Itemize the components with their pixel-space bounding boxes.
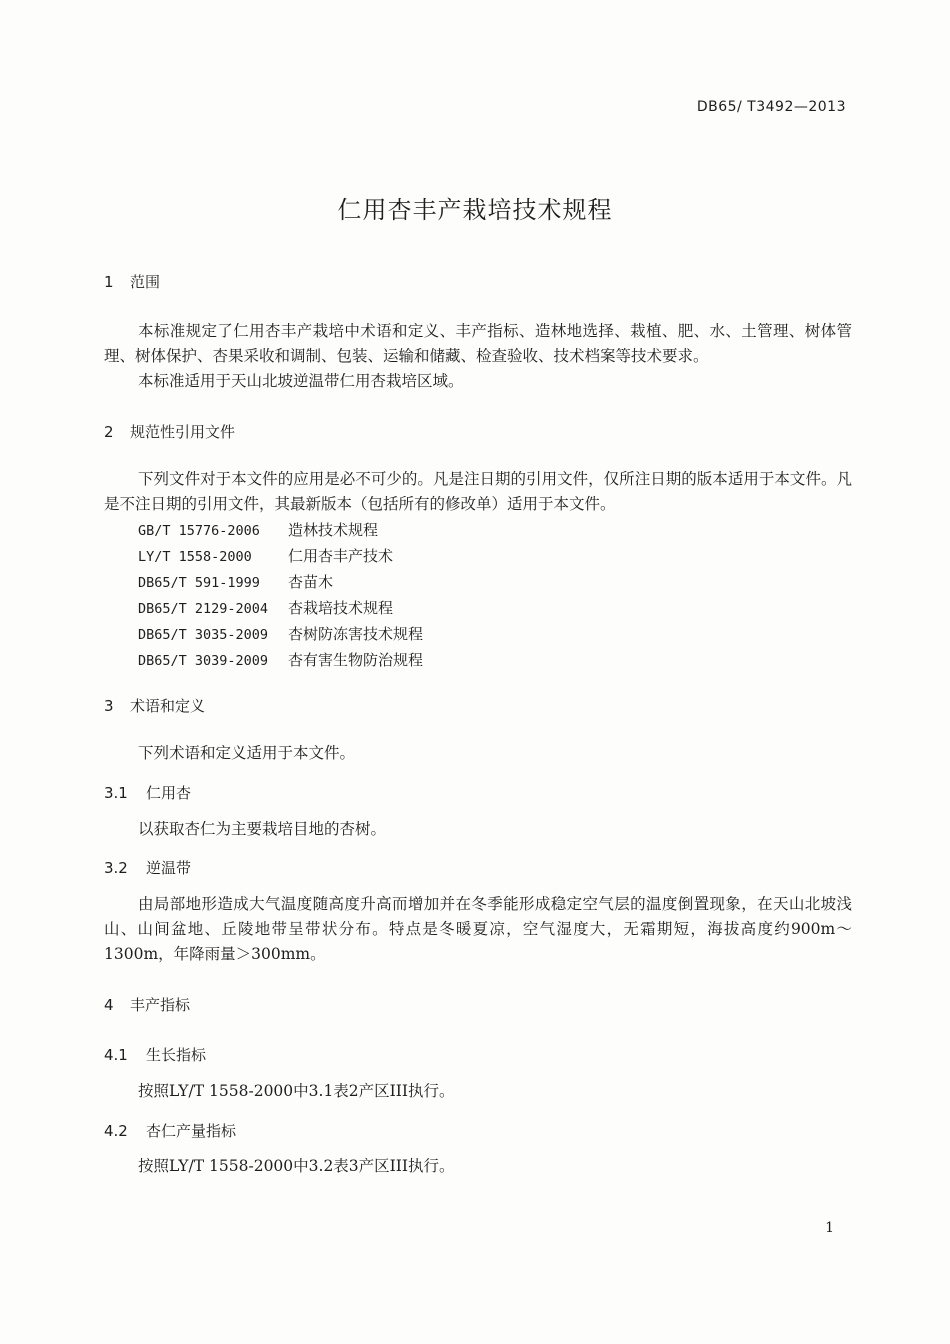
reference-name: 造林技术规程 bbox=[288, 521, 379, 539]
section-number: 4.2 bbox=[104, 1122, 128, 1140]
section-number: 4 bbox=[104, 996, 114, 1014]
reference-code: DB65/T 3035-2009 bbox=[138, 627, 269, 643]
reference-code: DB65/T 591-1999 bbox=[138, 575, 260, 591]
section-title: 丰产指标 bbox=[130, 996, 191, 1014]
page-number: 1 bbox=[825, 1220, 834, 1236]
document-title: 仁用杏丰产栽培技术规程 bbox=[337, 196, 613, 224]
section-title: 仁用杏 bbox=[146, 784, 192, 802]
section-title: 规范性引用文件 bbox=[130, 423, 236, 441]
reference-item bbox=[138, 622, 423, 648]
section-2-heading bbox=[104, 421, 235, 442]
reference-code: DB65/T 3039-2009 bbox=[138, 653, 269, 669]
section-4-1-text: 按照LY/T 1558-2000中3.1表2产区III执行。 bbox=[138, 1082, 455, 1100]
section-4-2-heading bbox=[104, 1120, 236, 1141]
section-number: 2 bbox=[104, 423, 114, 441]
standard-code: DB65/ T3492—2013 bbox=[696, 99, 846, 115]
reference-item bbox=[138, 544, 423, 570]
reference-item bbox=[138, 570, 423, 596]
section-title: 生长指标 bbox=[146, 1046, 207, 1064]
reference-name: 杏树防冻害技术规程 bbox=[288, 625, 424, 643]
reference-name: 杏有害生物防治规程 bbox=[288, 651, 424, 669]
section-title: 术语和定义 bbox=[130, 697, 206, 715]
section-3-heading bbox=[104, 695, 205, 716]
section-title: 杏仁产量指标 bbox=[146, 1122, 237, 1140]
section-4-1-heading bbox=[104, 1044, 206, 1065]
reference-name: 仁用杏丰产技术 bbox=[288, 547, 394, 565]
section-number: 3 bbox=[104, 697, 114, 715]
section-number: 1 bbox=[104, 273, 114, 291]
section-title: 逆温带 bbox=[146, 859, 192, 877]
section-4-heading bbox=[104, 994, 190, 1015]
section-number: 4.1 bbox=[104, 1046, 128, 1064]
section-3-paragraph-1: 下列术语和定义适用于本文件。 bbox=[138, 744, 356, 762]
section-3-2-definition: 由局部地形造成大气温度随高度升高而增加并在冬季能形成稳定空气层的温度倒置现象，在天山北坡浅山、山间盆地、丘陵地带呈带状分布。特点是冬暖夏凉，空气湿度大，无霜期短，海拔高度约900m～1300m，年降雨量＞300mm。 bbox=[104, 895, 852, 963]
reference-item bbox=[138, 518, 423, 544]
reference-item bbox=[138, 648, 423, 674]
section-title: 范围 bbox=[130, 273, 161, 291]
reference-code: GB/T 15776-2006 bbox=[138, 523, 260, 539]
section-1-paragraph-2: 本标准适用于天山北坡逆温带仁用杏栽培区域。 bbox=[138, 372, 464, 390]
section-1-heading bbox=[104, 271, 160, 292]
section-4-2-text: 按照LY/T 1558-2000中3.2表3产区III执行。 bbox=[138, 1157, 455, 1175]
section-number: 3.1 bbox=[104, 784, 128, 802]
section-3-1-heading bbox=[104, 782, 191, 803]
reference-code: DB65/T 2129-2004 bbox=[138, 601, 269, 617]
section-3-2-heading bbox=[104, 857, 191, 878]
section-number: 3.2 bbox=[104, 859, 128, 877]
reference-code: LY/T 1558-2000 bbox=[138, 549, 252, 565]
section-2-paragraph-1: 下列文件对于本文件的应用是必不可少的。凡是注日期的引用文件，仅所注日期的版本适用于本文件。凡是不注日期的引用文件，其最新版本（包括所有的修改单）适用于本文件。 bbox=[104, 470, 852, 513]
section-3-1-definition: 以获取杏仁为主要栽培目地的杏树。 bbox=[138, 820, 387, 838]
reference-name: 杏苗木 bbox=[288, 573, 334, 591]
section-1-paragraph-1: 本标准规定了仁用杏丰产栽培中术语和定义、丰产指标、造林地选择、栽植、肥、水、土管理、树体管理、树体保护、杏果采收和调制、包装、运输和储藏、检查验收、技术档案等技术要求。 bbox=[104, 322, 852, 365]
reference-name: 杏栽培技术规程 bbox=[288, 599, 394, 617]
reference-item bbox=[138, 596, 423, 622]
normative-references-list bbox=[138, 518, 423, 674]
